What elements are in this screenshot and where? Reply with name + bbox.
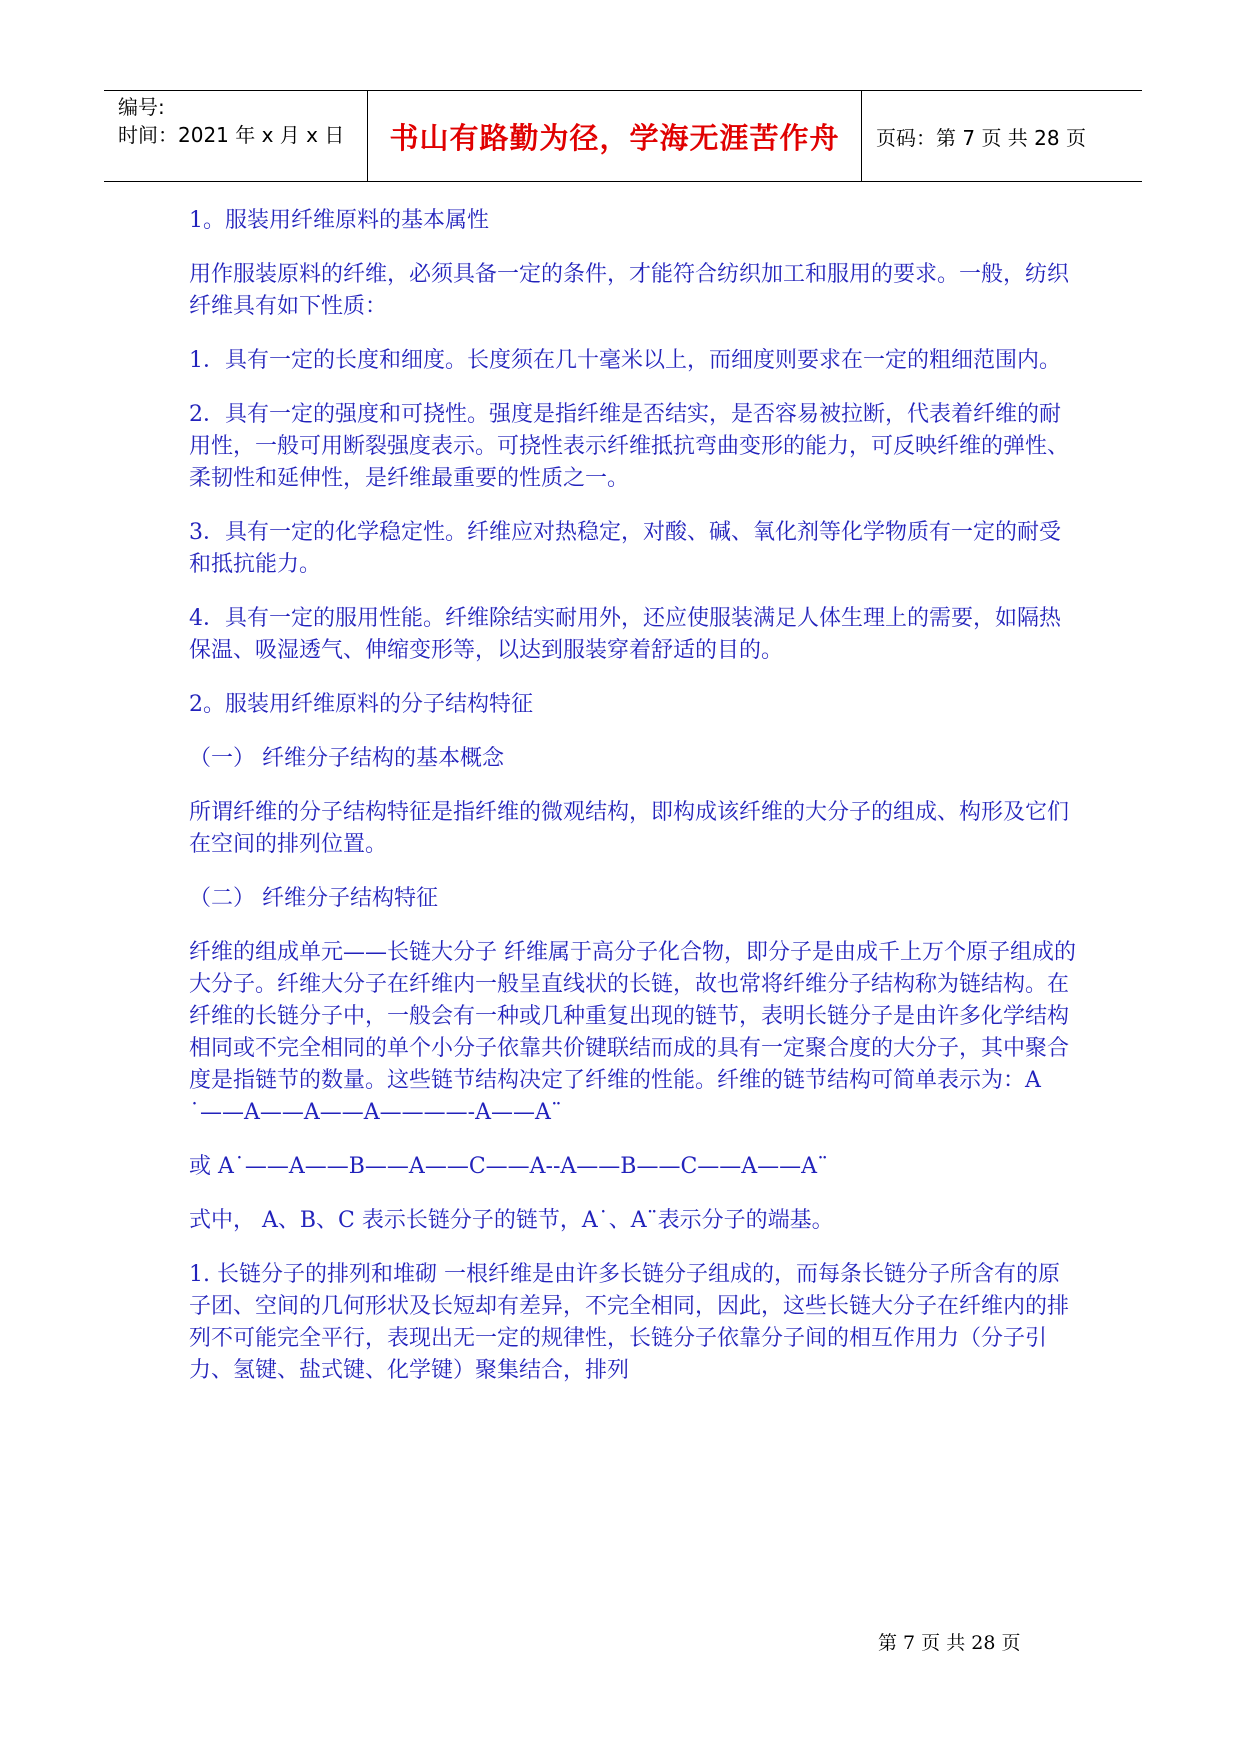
paragraph-2: 1．具有一定的长度和细度。长度须在几十毫米以上，而细度则要求在一定的粗细范围内。 bbox=[189, 348, 1062, 373]
code-label: 编号: bbox=[118, 95, 165, 119]
subsection-1-title: （一） 纤维分子结构的基本概念 bbox=[189, 746, 504, 771]
chain-formula-1: ˙——A——A——A————-A——A¨ bbox=[189, 1100, 562, 1125]
page-header bbox=[104, 90, 1142, 182]
chain-formula-2: 或 A˙——A——B——A——C——A--A——B——C——A——A¨ bbox=[189, 1154, 829, 1179]
header-page-info: 页码：第 7 页 共 28 页 bbox=[876, 125, 1086, 150]
paragraph-3: 2．具有一定的强度和可挠性。强度是指纤维是否结实，是否容易被拉断，代表着纤维的耐用性，一般可用断裂强度表示。可挠性表示纤维抵抗弯曲变形的能力，可反映纤维的弹性、柔韧性和延伸性，是纤维最重要的性质之一。 bbox=[189, 402, 1070, 491]
document-body bbox=[189, 205, 1079, 1409]
paragraph-9: 1. 长链分子的排列和堆砌 一根纤维是由许多长链分子组成的，而每条长链分子所含有的原子团、空间的几何形状及长短却有差异，不完全相同，因此，这些长链大分子在纤维内的排列不可能完全平行，表现出无一定的规律性，长链分子依靠分子间的相互作用力（分子引力、氢键、盐式键、化学键）聚集结合，排列 bbox=[189, 1262, 1070, 1383]
paragraph-8: 式中， A、B、C 表示长链分子的链节，A˙、A¨表示分子的端基。 bbox=[189, 1208, 834, 1233]
header-motto-cell bbox=[368, 91, 862, 181]
paragraph-4: 3．具有一定的化学稳定性。纤维应对热稳定，对酸、碱、氧化剂等化学物质有一定的耐受和抵抗能力。 bbox=[189, 520, 1062, 577]
paragraph-7: 纤维的组成单元——长链大分子 纤维属于高分子化合物，即分子是由成千上万个原子组成的大分子。纤维大分子在纤维内一般呈直线状的长链，故也常将纤维分子结构称为链结构。在纤维的长链分子中，一般会有一种或几种重复出现的链节，表明长链分子是由许多化学结构相同或不完全相同的单个小分子依靠共价键联结而成的具有一定聚合度的大分子，其中聚合度是指链节的数量。这些链节结构决定了纤维的性能。纤维的链节结构可简单表示为：A bbox=[189, 940, 1076, 1093]
paragraph-1: 用作服装原料的纤维，必须具备一定的条件，才能符合纺织加工和服用的要求。一般，纺织纤维具有如下性质： bbox=[189, 262, 1070, 319]
date-text: 时间：2021 年 x 月 x 日 bbox=[118, 123, 345, 147]
paragraph-6: 所谓纤维的分子结构特征是指纤维的微观结构，即构成该纤维的大分子的组成、构形及它们在空间的排列位置。 bbox=[189, 800, 1070, 857]
subsection-2-title: （二） 纤维分子结构特征 bbox=[189, 886, 438, 911]
motto-text: 书山有路勤为径，学海无涯苦作舟 bbox=[389, 120, 840, 155]
header-page-cell bbox=[862, 91, 1142, 181]
page-footer: 第 7 页 共 28 页 bbox=[878, 1632, 1021, 1654]
header-meta-cell bbox=[104, 91, 368, 181]
section-1-title: 1。服装用纤维原料的基本属性 bbox=[189, 208, 489, 233]
paragraph-5: 4．具有一定的服用性能。纤维除结实耐用外，还应使服装满足人体生理上的需要，如隔热保温、吸湿透气、伸缩变形等，以达到服装穿着舒适的目的。 bbox=[189, 606, 1062, 663]
section-2-title: 2。服装用纤维原料的分子结构特征 bbox=[189, 692, 533, 717]
